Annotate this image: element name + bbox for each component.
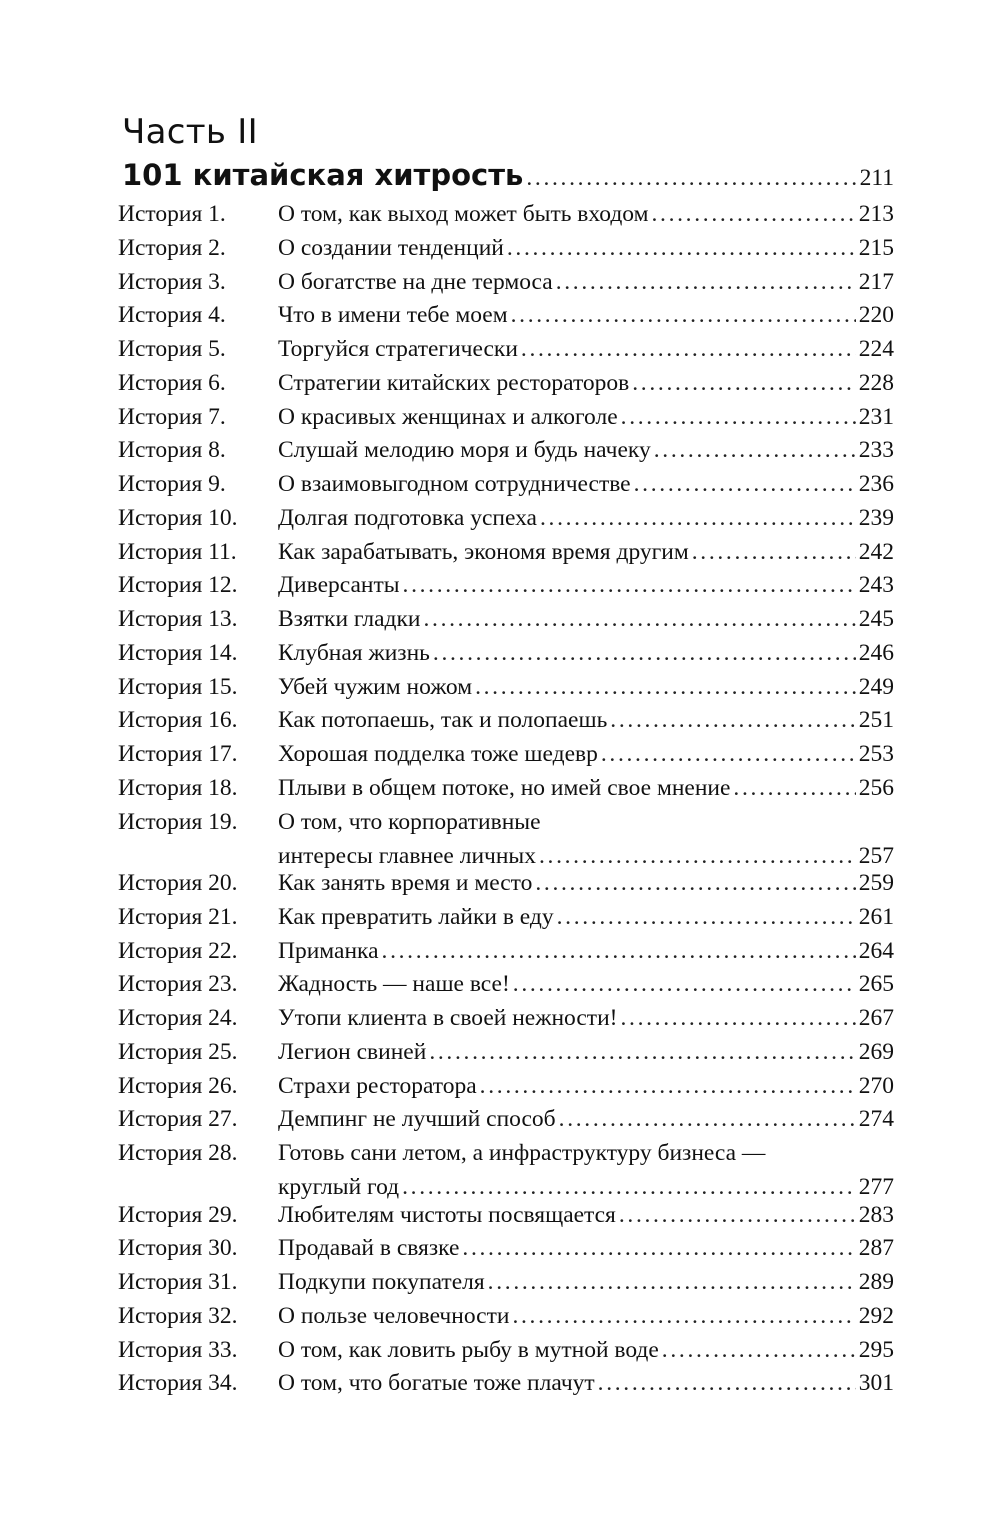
page-number: 242 (858, 538, 894, 565)
leader-dots (488, 1265, 856, 1299)
toc-entry[interactable] (118, 1198, 894, 1232)
leader-dots (507, 231, 856, 265)
toc-entry[interactable] (118, 771, 894, 805)
page-number: 231 (858, 403, 894, 430)
page-number: 245 (858, 606, 894, 632)
page-number: 277 (858, 1174, 894, 1200)
page-number: 257 (858, 842, 894, 869)
story-number: История 30. (118, 1235, 238, 1262)
leader-dots (403, 568, 856, 602)
toc-entry[interactable] (118, 1231, 894, 1265)
story-number: История 10. (118, 504, 238, 531)
leader-dots (535, 866, 855, 900)
page-number: 283 (858, 1201, 894, 1228)
page-number: 233 (858, 437, 894, 464)
leader-dots (513, 967, 856, 1001)
story-number: История 2. (118, 234, 226, 261)
story-number: История 14. (118, 639, 238, 666)
page-number: 264 (858, 937, 894, 964)
toc-entry[interactable] (118, 805, 894, 873)
page-number: 261 (858, 903, 894, 930)
page-number: 265 (858, 971, 894, 998)
story-number: История 28. (118, 1140, 238, 1166)
story-number: История 17. (118, 741, 238, 767)
leader-dots (433, 636, 856, 670)
toc-entry[interactable] (118, 1069, 894, 1103)
toc-entry[interactable] (118, 535, 894, 569)
story-number: История 15. (118, 673, 238, 700)
page-number: 215 (858, 234, 894, 261)
page-number: 295 (858, 1336, 894, 1363)
story-number: История 6. (118, 369, 226, 396)
story-number: История 31. (118, 1269, 238, 1295)
leader-dots (619, 1198, 856, 1232)
toc-entry[interactable] (118, 602, 894, 636)
story-title: О том, как выход может быть входом (278, 201, 649, 227)
story-number: История 32. (118, 1302, 238, 1329)
toc-entry[interactable] (118, 737, 894, 771)
leader-dots (632, 366, 856, 400)
toc-entry[interactable] (118, 1299, 894, 1333)
story-title-continued: круглый год (278, 1174, 400, 1200)
toc-entry[interactable] (118, 670, 894, 704)
story-number: История 24. (118, 1005, 238, 1031)
toc-entry[interactable] (118, 1035, 894, 1069)
part-title-entry[interactable] (122, 154, 894, 196)
story-title: Страхи ресторатора (278, 1072, 477, 1099)
story-title: Взятки гладки (278, 606, 421, 632)
toc-entry[interactable] (118, 433, 894, 467)
page-number: 287 (858, 1235, 894, 1262)
story-title: Что в имени тебе моем (278, 302, 508, 329)
page-number: 259 (858, 870, 894, 896)
story-number: История 22. (118, 937, 238, 964)
leader-dots (511, 298, 856, 332)
toc-entry[interactable] (118, 197, 894, 231)
story-number: История 33. (118, 1336, 238, 1363)
story-title: Подкупи покупателя (278, 1269, 485, 1295)
story-title: О том, как ловить рыбу в мутной воде (278, 1336, 659, 1363)
story-title: Утопи клиента в своей нежности! (278, 1005, 618, 1031)
story-title: Демпинг не лучший способ (278, 1106, 556, 1133)
story-title: Приманка (278, 937, 379, 964)
toc-entry[interactable] (118, 467, 894, 501)
story-title: О взаимовыгодном сотрудничестве (278, 471, 631, 497)
toc-entry[interactable] (118, 967, 894, 1001)
leader-dots (662, 1333, 856, 1367)
story-number: История 3. (118, 268, 226, 295)
toc-entry[interactable] (118, 231, 894, 265)
page-number: 256 (858, 774, 894, 801)
leader-dots (480, 1069, 856, 1103)
leader-dots (598, 1366, 856, 1400)
toc-entry[interactable] (118, 400, 894, 434)
leader-dots (556, 265, 856, 299)
story-title: Как зарабатывать, экономя время другим (278, 538, 689, 565)
story-title: Торгуйся стратегически (278, 336, 518, 362)
toc-entry[interactable] (118, 568, 894, 602)
toc-entry[interactable] (118, 1136, 894, 1204)
toc-entry[interactable] (118, 703, 894, 737)
part-heading: Часть II (122, 112, 258, 152)
story-number: История 18. (118, 774, 238, 801)
page-number: 236 (858, 471, 894, 497)
leader-dots (651, 197, 855, 231)
story-title: Продавай в связке (278, 1235, 460, 1262)
toc-entry[interactable] (118, 265, 894, 299)
leader-dots (382, 934, 856, 968)
story-number: История 29. (118, 1201, 238, 1228)
story-title: О пользе человечности (278, 1302, 510, 1329)
toc-entry[interactable] (118, 1265, 894, 1299)
leader-dots (475, 670, 856, 704)
story-number: История 1. (118, 201, 226, 227)
story-title: О красивых женщинах и алкоголе (278, 403, 618, 430)
page-number: 292 (858, 1302, 894, 1329)
part-page-number: 211 (859, 165, 894, 191)
page-number: 249 (858, 673, 894, 700)
story-number: История 25. (118, 1038, 238, 1065)
leader-dots (620, 1001, 855, 1035)
story-number: История 20. (118, 870, 238, 896)
story-number: История 4. (118, 302, 226, 329)
story-number: История 9. (118, 471, 226, 497)
leader-dots (634, 467, 856, 501)
story-number: История 7. (118, 403, 226, 430)
leader-dots (559, 1102, 856, 1136)
story-number: История 16. (118, 707, 238, 734)
page-number: 274 (858, 1106, 894, 1133)
story-title: Долгая подготовка успеха (278, 504, 537, 531)
story-number: История 19. (118, 808, 238, 835)
story-title: Плыви в общем потоке, но имей свое мнение (278, 774, 731, 801)
story-title: Хорошая подделка тоже шедевр (278, 741, 598, 767)
page-number: 213 (858, 201, 894, 227)
leader-dots (733, 771, 855, 805)
page-number: 239 (858, 504, 894, 531)
toc-entry[interactable] (118, 934, 894, 968)
story-number: История 26. (118, 1072, 238, 1099)
leader-dots (429, 1035, 855, 1069)
story-title: Убей чужим ножом (278, 673, 473, 700)
leader-dots (692, 535, 856, 569)
story-title: Готовь сани летом, а инфраструктуру бизнеса — (278, 1140, 766, 1166)
toc-entry[interactable] (118, 1333, 894, 1367)
story-number: История 11. (118, 538, 237, 565)
story-title: О том, что богатые тоже плачут (278, 1370, 595, 1397)
page-number: 243 (858, 572, 894, 599)
page-number: 269 (858, 1038, 894, 1065)
story-title: Жадность — наше все! (278, 971, 510, 998)
story-number: История 23. (118, 971, 238, 998)
leader-dots (654, 433, 856, 467)
toc-entry[interactable] (118, 332, 894, 366)
page-number: 228 (858, 369, 894, 396)
toc-entry[interactable] (118, 1366, 894, 1400)
leader-dots (540, 501, 856, 535)
story-title: Легион свиней (278, 1038, 427, 1065)
story-title: О том, что корпоративные (278, 808, 541, 835)
leader-dots (521, 332, 856, 366)
leader-dots (423, 602, 855, 636)
leader-dots (610, 703, 855, 737)
story-title: Слушай мелодию моря и будь начеку (278, 437, 651, 464)
story-number: История 27. (118, 1106, 238, 1133)
toc-entry[interactable] (118, 866, 894, 900)
story-title: Диверсанты (278, 572, 400, 599)
leader-dots (557, 900, 856, 934)
story-number: История 21. (118, 903, 238, 930)
page-number: 246 (858, 639, 894, 666)
story-title: Как потопаешь, так и полопаешь (278, 707, 608, 734)
toc-entry[interactable] (118, 501, 894, 535)
story-title: О богатстве на дне термоса (278, 268, 553, 295)
page-number: 289 (858, 1269, 894, 1295)
page-number: 253 (858, 741, 894, 767)
story-title: Стратегии китайских рестораторов (278, 369, 630, 396)
page-number: 251 (858, 707, 894, 734)
leader-dots (462, 1231, 855, 1265)
story-title: О создании тенденций (278, 234, 504, 261)
story-number: История 34. (118, 1370, 238, 1397)
story-title-continued: интересы главнее личных (278, 842, 536, 869)
leader-dots (621, 400, 856, 434)
story-title: Любителям чистоты посвящается (278, 1201, 616, 1228)
story-number: История 8. (118, 437, 226, 464)
story-number: История 12. (118, 572, 238, 599)
page-number: 301 (858, 1370, 894, 1397)
toc-entry[interactable] (118, 1001, 894, 1035)
page-number: 267 (858, 1005, 894, 1031)
story-title: Клубная жизнь (278, 639, 430, 666)
toc-entry[interactable] (118, 636, 894, 670)
story-title: Как превратить лайки в еду (278, 903, 554, 930)
page-number: 224 (858, 336, 894, 362)
part-title: 101 китайская хитрость (122, 158, 524, 192)
toc-entry[interactable] (118, 1102, 894, 1136)
page-number: 270 (858, 1072, 894, 1099)
toc-entry[interactable] (118, 298, 894, 332)
leader-dots (526, 161, 856, 195)
leader-dots (601, 737, 856, 771)
toc-entry[interactable] (118, 366, 894, 400)
story-title: Как занять время и место (278, 870, 533, 896)
story-number: История 13. (118, 606, 238, 632)
page-number: 217 (858, 268, 894, 295)
story-number: История 5. (118, 336, 226, 362)
leader-dots (512, 1299, 855, 1333)
toc-entry[interactable] (118, 900, 894, 934)
page-number: 220 (858, 302, 894, 329)
